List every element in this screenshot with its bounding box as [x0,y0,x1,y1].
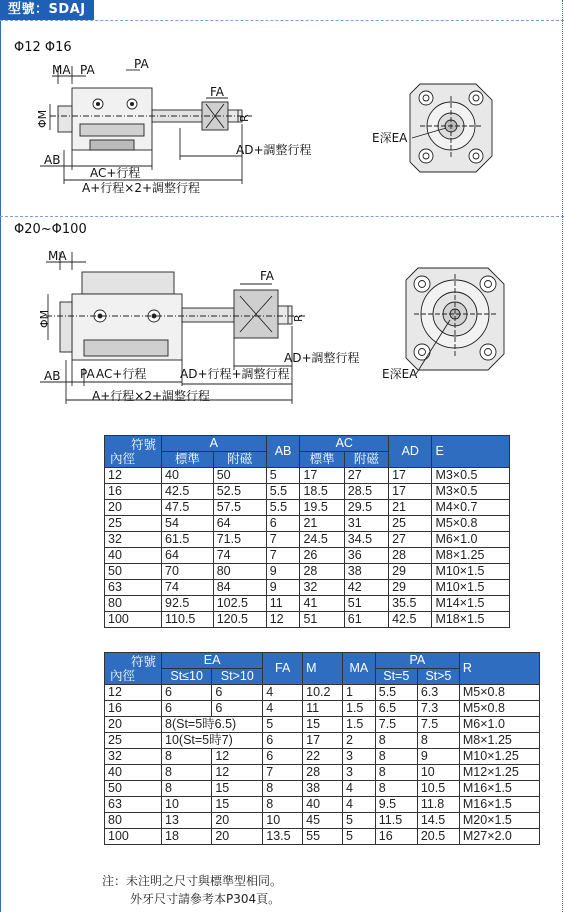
table-cell: 63 [105,797,162,813]
table-cell: 15 [212,797,263,813]
table-cell: M8×1.25 [459,733,539,749]
table-cell: 71.5 [213,532,266,548]
table-cell: 1 [343,685,376,701]
table-cell: 11 [303,701,343,717]
table-row [105,733,540,749]
table-cell: 6 [162,701,212,717]
table-cell: 38 [344,564,388,580]
table-cell: 70 [162,564,214,580]
section-divider [0,216,564,217]
table-cell: 52.5 [213,484,266,500]
table-cell: 25 [389,516,432,532]
table-cell: 24.5 [300,532,344,548]
table-cell: M16×1.5 [459,781,539,797]
table-cell: 55 [303,829,343,845]
table-cell: 54 [162,516,214,532]
table-cell: 36 [344,548,388,564]
table-cell: 10 [263,813,303,829]
table-cell: 5 [266,468,300,484]
table-cell: 22 [303,749,343,765]
header-r: R [459,653,539,685]
table-cell: 16 [375,829,417,845]
table-cell: 10.5 [417,781,459,797]
section2-end-drawing [380,262,530,382]
header-a: A [162,436,267,452]
dim-pa-right: PA [134,58,149,71]
section1-label: Φ12 Φ16 [14,40,72,55]
table-cell: 100 [105,829,162,845]
table-cell: 5.5 [266,500,300,516]
table-cell: 40 [105,548,162,564]
dim-pa-2: PA [80,367,95,381]
table-cell: 10 [417,765,459,781]
table-row [105,717,540,733]
table-cell: 1.5 [343,717,376,733]
table-cell: 102.5 [213,596,266,612]
table-cell: 32 [300,580,344,596]
table2-corner-header [105,653,162,685]
table1-header-row [105,436,510,452]
table-cell: M27×2.0 [459,829,539,845]
table-cell: 11.5 [375,813,417,829]
section1-end-drawing [360,80,510,180]
dim-ac: AC+行程 [90,166,141,180]
table-cell: 8 [162,765,212,781]
dim-ad: AD+調整行程 [236,143,312,157]
table-cell: M10×1.25 [459,749,539,765]
header-ea: EA [162,653,263,669]
table-cell: 4 [343,797,376,813]
corner-bore-label: 內徑 [110,451,136,466]
table-cell: 50 [213,468,266,484]
corner-symbol-label: 符號 [130,437,156,452]
header-pa-long: St>5 [417,669,459,685]
table-cell: 11.8 [417,797,459,813]
dim-pa-left: PA [80,63,95,77]
table-row [105,596,510,612]
table-cell: M6×1.0 [432,532,510,548]
table-cell: 20 [212,829,263,845]
dim-fa: FA [210,85,225,99]
table-cell: M6×1.0 [459,717,539,733]
table-cell: 29 [389,564,432,580]
table-cell: 28 [300,564,344,580]
table-cell: 50 [105,564,162,580]
table-cell: 29 [389,580,432,596]
dim-ea: E深EA [372,131,408,145]
table-cell: 28 [389,548,432,564]
dim-a: A+行程×2+調整行程 [82,181,201,195]
table-cell: 12 [105,685,162,701]
table-cell: 7.5 [417,717,459,733]
table-cell: 13.5 [263,829,303,845]
table-cell: 15 [212,781,263,797]
table-cell: 21 [300,516,344,532]
table-cell: 15 [303,717,343,733]
table-cell: 8 [417,733,459,749]
dim-a-2: A+行程×2+調整行程 [92,389,211,403]
table-cell: 7 [263,765,303,781]
table-cell: 10(St=5時7) [162,733,263,749]
table-cell: 12 [105,468,162,484]
table-cell: M5×0.8 [459,685,539,701]
table-cell: 63 [105,580,162,596]
table-cell: 9.5 [375,797,417,813]
dim-ma-2: MA [48,249,67,263]
table-cell: 7 [266,548,300,564]
table-row [105,612,510,628]
table-cell: 64 [162,548,214,564]
header-ea-long: St>10 [212,669,263,685]
table-cell: 16 [105,484,162,500]
table-row [105,532,510,548]
table-cell: 1.5 [343,701,376,717]
table-cell: 20.5 [417,829,459,845]
table-row [105,829,540,845]
table-cell: 6 [212,701,263,717]
table-cell: 6 [263,749,303,765]
table-cell: M16×1.5 [459,797,539,813]
table-cell: 10 [162,797,212,813]
table-cell: 6 [212,685,263,701]
table-cell: 10.2 [303,685,343,701]
table-cell: 4 [343,781,376,797]
table-cell: 5.5 [266,484,300,500]
table-cell: 16 [105,701,162,717]
table-cell: 51 [300,612,344,628]
table-cell: 6 [266,516,300,532]
table-row [105,765,540,781]
table-cell: 26 [300,548,344,564]
table-cell: 84 [213,580,266,596]
table-cell: 8 [162,749,212,765]
dim-ad-2: AD+調整行程 [284,351,360,365]
header-ea-short: St≤10 [162,669,212,685]
table-cell: 35.5 [389,596,432,612]
table-cell: M20×1.5 [459,813,539,829]
table-cell: 38 [303,781,343,797]
table-cell: 61 [344,612,388,628]
table-cell: 42 [344,580,388,596]
header-ad: AD [389,436,432,468]
table-cell: 110.5 [162,612,214,628]
section2-label: Φ20~Φ100 [14,222,87,237]
table-cell: 5 [343,813,376,829]
table-cell: 31 [344,516,388,532]
table-cell: 6.3 [417,685,459,701]
table-cell: 80 [105,596,162,612]
table-cell: 9 [417,749,459,765]
dim-r: R [238,114,251,122]
table-cell: M4×0.7 [432,500,510,516]
table-row [105,484,510,500]
table-cell: 57.5 [213,500,266,516]
table-cell: 64 [213,516,266,532]
table-cell: 42.5 [162,484,214,500]
table-cell: 3 [343,749,376,765]
table-cell: M10×1.5 [432,564,510,580]
table-cell: 40 [162,468,214,484]
corner-bore-label: 內徑 [110,668,136,683]
dim-ab-2: AB [44,369,61,383]
table-cell: 17 [303,733,343,749]
table-cell: 41 [300,596,344,612]
table-cell: 8 [375,749,417,765]
table-cell: 8 [263,781,303,797]
table-cell: 25 [105,516,162,532]
table-cell: 20 [212,813,263,829]
table-cell: 18.5 [300,484,344,500]
table-cell: 8 [263,797,303,813]
table-cell: 32 [105,749,162,765]
table-cell: 4 [263,685,303,701]
table-cell: 2 [343,733,376,749]
table-cell: M3×0.5 [432,484,510,500]
table-row [105,580,510,596]
table-row [105,797,540,813]
dim-ab: AB [44,153,61,167]
dim-ad-stroke-2: AD+行程+調整行程 [180,367,290,381]
table-cell: M18×1.5 [432,612,510,628]
table-cell: 51 [344,596,388,612]
corner-symbol-label: 符號 [130,654,156,669]
table-cell: 40 [105,765,162,781]
table-cell: 8 [375,781,417,797]
table-cell: 61.5 [162,532,214,548]
table-row [105,548,510,564]
table-cell: 6.5 [375,701,417,717]
table-cell: 9 [266,564,300,580]
header-pa: PA [375,653,459,669]
table-cell: 34.5 [344,532,388,548]
header-pa-short: St=5 [375,669,417,685]
table-cell: 28 [303,765,343,781]
dim-fa-2: FA [260,269,275,283]
table-row [105,701,540,717]
header-ac-magnetic: 附磁 [344,452,388,468]
table-cell: 8 [162,781,212,797]
table-cell: 74 [162,580,214,596]
table-cell: 27 [344,468,388,484]
table-cell: 3 [343,765,376,781]
table-cell: 25 [105,733,162,749]
dimension-table-2 [104,652,540,845]
table2-header-row [105,653,540,669]
table-cell: 20 [105,500,162,516]
dimension-table-1 [104,435,510,628]
table-cell: 50 [105,781,162,797]
section1-side-drawing [30,58,320,198]
table-cell: 74 [213,548,266,564]
table-cell: 17 [389,484,432,500]
header-fa: FA [263,653,303,685]
table-cell: 5 [263,717,303,733]
table-cell: 19.5 [300,500,344,516]
table-row [105,516,510,532]
table-cell: 12 [266,612,300,628]
table-cell: 27 [389,532,432,548]
dim-phi-m: ΦM [36,109,49,128]
table-cell: 8 [375,733,417,749]
table-cell: 12 [212,765,263,781]
table-cell: 4 [263,701,303,717]
header-a-magnetic: 附磁 [213,452,266,468]
table-cell: M3×0.5 [432,468,510,484]
table-cell: 5 [343,829,376,845]
section2-side-drawing [30,244,390,414]
table-cell: M12×1.25 [459,765,539,781]
table-cell: 42.5 [389,612,432,628]
header-e: E [432,436,510,468]
table-row [105,500,510,516]
table-cell: 17 [300,468,344,484]
table-cell: 80 [105,813,162,829]
note-line-1: 注：未注明之尺寸與標準型相同。 [102,874,283,888]
table-cell: 29.5 [344,500,388,516]
table-cell: 5.5 [375,685,417,701]
table-cell: 11 [266,596,300,612]
header-ac: AC [300,436,389,452]
dim-r-2: R [292,314,305,322]
note-line-2: 外牙尺寸請參考本P304頁。 [130,892,281,906]
header-ac-standard: 標準 [300,452,344,468]
table-cell: 13 [162,813,212,829]
table-cell: 21 [389,500,432,516]
table-cell: 17 [389,468,432,484]
table-row [105,781,540,797]
table-cell: 40 [303,797,343,813]
table-row [105,468,510,484]
table-cell: 12 [212,749,263,765]
table-cell: 7 [266,532,300,548]
table-cell: 8(St=5時6.5) [162,717,263,733]
dim-ea-2: E深EA [382,367,418,381]
table-cell: 18 [162,829,212,845]
table-cell: 9 [266,580,300,596]
table-cell: 80 [213,564,266,580]
table-row [105,564,510,580]
table-cell: 7.5 [375,717,417,733]
table-row [105,749,540,765]
table-cell: 8 [375,765,417,781]
table-cell: M8×1.25 [432,548,510,564]
header-ma: MA [343,653,376,685]
header-rule [0,20,564,21]
table-cell: 47.5 [162,500,214,516]
dim-ma: MA [52,63,71,77]
table-cell: 6 [263,733,303,749]
table-cell: 14.5 [417,813,459,829]
table-cell: M5×0.8 [432,516,510,532]
table-cell: M5×0.8 [459,701,539,717]
table-cell: 6 [162,685,212,701]
table-cell: 28.5 [344,484,388,500]
header-ab: AB [266,436,300,468]
model-label: 型號：SDAJ [0,0,94,20]
header-a-standard: 標準 [162,452,214,468]
table-cell: 45 [303,813,343,829]
table-cell: 7.3 [417,701,459,717]
table-cell: 20 [105,717,162,733]
table-cell: M14×1.5 [432,596,510,612]
dim-ac-2: AC+行程 [96,367,147,381]
table-cell: M10×1.5 [432,580,510,596]
table-row [105,813,540,829]
table1-corner-header [105,436,162,468]
dim-phi-m-2: ΦM [38,309,51,328]
table-cell: 32 [105,532,162,548]
table-cell: 120.5 [213,612,266,628]
table-cell: 100 [105,612,162,628]
table-row [105,685,540,701]
header-m: M [303,653,343,685]
table-cell: 92.5 [162,596,214,612]
